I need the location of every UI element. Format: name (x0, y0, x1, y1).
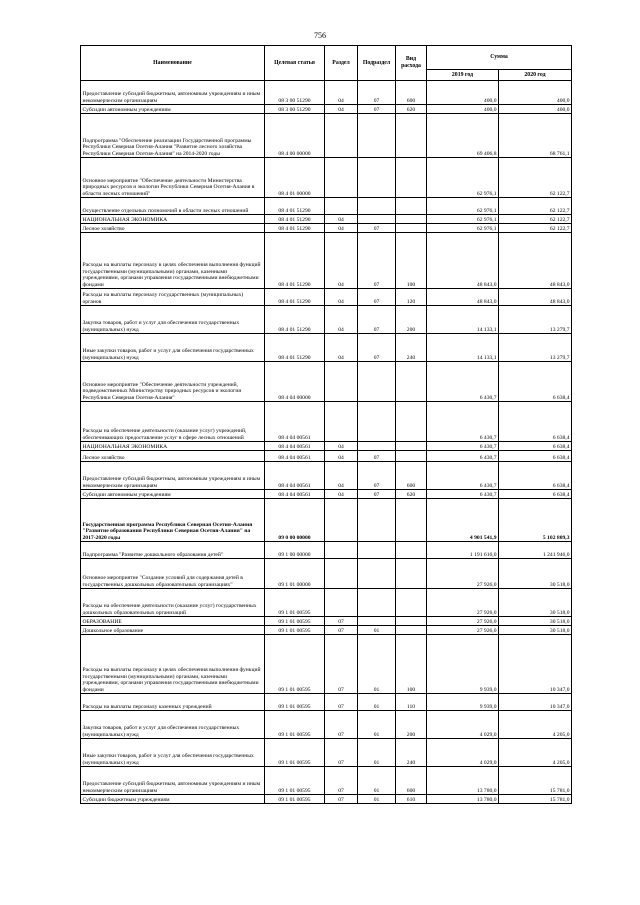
row-sum-2020: 6 638,4 (499, 362, 572, 402)
row-target: 08 4 01 51290 (265, 198, 325, 215)
row-target: 08 4 01 51290 (265, 224, 325, 233)
row-target: 08 4 04 00561 (265, 490, 325, 499)
table-row (81, 402, 572, 442)
row-name: Государственная программа Республики Северная Осетия-Алания "Развитие образования Республики Северная Осетия-Алания" на 2017-2020 годы (81, 499, 265, 542)
row-subsection: 01 (358, 767, 396, 795)
row-sum-2019: 400,0 (427, 105, 499, 114)
table-row (81, 289, 572, 306)
row-target: 08 4 04 00561 (265, 451, 325, 462)
row-sum-2020: 62 122,7 (499, 215, 572, 224)
row-target: 08 4 01 00000 (265, 158, 325, 198)
row-section: 07 (325, 694, 358, 711)
row-target: 08 4 01 51290 (265, 215, 325, 224)
row-target: 08 4 01 51290 (265, 289, 325, 306)
row-sum-2019: 9 939,0 (427, 694, 499, 711)
row-sum-2020: 13 279,7 (499, 306, 572, 334)
row-sum-2020: 30 518,0 (499, 626, 572, 635)
row-target: 08 4 04 00561 (265, 442, 325, 451)
table-row (81, 451, 572, 462)
row-expense (396, 224, 427, 233)
row-subsection: 01 (358, 694, 396, 711)
row-expense (396, 114, 427, 158)
row-section: 07 (325, 635, 358, 694)
table-row (81, 105, 572, 114)
row-sum-2020: 400,0 (499, 105, 572, 114)
row-section: 04 (325, 442, 358, 451)
row-sum-2020: 62 122,7 (499, 158, 572, 198)
header-target: Целевая статья (265, 46, 325, 81)
row-name: НАЦИОНАЛЬНАЯ ЭКОНОМИКА (81, 215, 265, 224)
row-section (325, 542, 358, 559)
row-sum-2020: 15 781,0 (499, 795, 572, 804)
table-row (81, 462, 572, 490)
row-sum-2019: 6 430,7 (427, 451, 499, 462)
row-section (325, 158, 358, 198)
row-sum-2019: 1 191 616,0 (427, 542, 499, 559)
row-name: Иные закупки товаров, работ и услуг для обеспечения государственных (муниципальных) нужд (81, 334, 265, 362)
row-sum-2020: 400,0 (499, 81, 572, 105)
row-target: 08 4 00 00000 (265, 114, 325, 158)
row-subsection: 07 (358, 334, 396, 362)
row-sum-2019: 48 843,0 (427, 233, 499, 289)
row-expense: 200 (396, 306, 427, 334)
row-sum-2019: 27 926,0 (427, 626, 499, 635)
row-expense (396, 442, 427, 451)
row-sum-2020: 5 102 809,3 (499, 499, 572, 542)
table-row (81, 81, 572, 105)
row-section: 04 (325, 289, 358, 306)
row-expense (396, 215, 427, 224)
row-name: Расходы на обеспечение деятельности (оказание услуг) государственных дошкольных образовательных организаций (81, 589, 265, 617)
row-section (325, 198, 358, 215)
row-section: 04 (325, 105, 358, 114)
header-expense: Вид расхода (396, 46, 427, 81)
row-subsection: 07 (358, 233, 396, 289)
table-row (81, 224, 572, 233)
row-name: Основное мероприятие "Обеспечение деятельности учреждений, подведомственных Министерству природных ресурсов и экологии Республики Северная Осетия-Алания" (81, 362, 265, 402)
table-row (81, 626, 572, 635)
row-expense: 200 (396, 711, 427, 739)
row-target: 08 4 04 00000 (265, 362, 325, 402)
row-sum-2020: 10 347,0 (499, 635, 572, 694)
row-subsection: 07 (358, 105, 396, 114)
row-subsection: 01 (358, 635, 396, 694)
row-sum-2020: 13 279,7 (499, 334, 572, 362)
row-sum-2020: 6 638,4 (499, 451, 572, 462)
table-row (81, 635, 572, 694)
row-expense (396, 559, 427, 589)
row-target: 09 1 01 00000 (265, 559, 325, 589)
row-sum-2020: 30 518,0 (499, 617, 572, 626)
row-section: 07 (325, 711, 358, 739)
row-sum-2020: 68 761,1 (499, 114, 572, 158)
row-name: Иные закупки товаров, работ и услуг для обеспечения государственных (муниципальных) нужд (81, 739, 265, 767)
row-sum-2019: 27 926,0 (427, 589, 499, 617)
table-row (81, 362, 572, 402)
row-section: 04 (325, 306, 358, 334)
table-row (81, 589, 572, 617)
row-target: 09 1 01 00595 (265, 694, 325, 711)
row-name: Расходы на выплаты персоналу в целях обеспечения выполнения функций государственными (муниципальными) органами, казенными учреждениями, органами управления государственными внебюджетными фондами (81, 635, 265, 694)
row-expense: 610 (396, 795, 427, 804)
row-sum-2019: 6 430,7 (427, 442, 499, 451)
row-sum-2020: 1 241 946,0 (499, 542, 572, 559)
row-sum-2020: 30 518,0 (499, 559, 572, 589)
row-name: Предоставление субсидий бюджетным, автономным учреждениям и иным некоммерческим организациям (81, 81, 265, 105)
row-sum-2020: 6 638,4 (499, 442, 572, 451)
row-sum-2019: 6 430,7 (427, 490, 499, 499)
row-target: 09 1 01 00595 (265, 711, 325, 739)
table-row (81, 306, 572, 334)
row-name: Лесное хозяйство (81, 224, 265, 233)
row-name: Закупка товаров, работ и услуг для обеспечения государственных (муниципальных) нужд (81, 306, 265, 334)
row-target: 09 1 01 00595 (265, 589, 325, 617)
row-expense: 100 (396, 635, 427, 694)
table-row (81, 114, 572, 158)
row-target: 09 0 00 00000 (265, 499, 325, 542)
row-expense: 240 (396, 739, 427, 767)
row-name: Предоставление субсидий бюджетным, автономным учреждениям и иным некоммерческим организациям (81, 767, 265, 795)
row-subsection (358, 114, 396, 158)
row-target: 09 1 01 00595 (265, 635, 325, 694)
row-section: 04 (325, 233, 358, 289)
row-target: 09 1 01 00595 (265, 626, 325, 635)
table-row (81, 158, 572, 198)
row-expense: 600 (396, 767, 427, 795)
row-expense (396, 542, 427, 559)
row-subsection (358, 215, 396, 224)
row-subsection (358, 499, 396, 542)
row-subsection (358, 442, 396, 451)
row-name: Расходы на выплаты персоналу казенных учреждений (81, 694, 265, 711)
row-section: 04 (325, 490, 358, 499)
header-year-2019: 2019 год (427, 70, 499, 81)
row-subsection: 07 (358, 462, 396, 490)
row-target: 08 3 00 51290 (265, 105, 325, 114)
row-expense (396, 617, 427, 626)
row-subsection (358, 589, 396, 617)
row-sum-2019: 4 901 541,9 (427, 499, 499, 542)
row-expense (396, 362, 427, 402)
row-sum-2019: 400,0 (427, 81, 499, 105)
row-expense (396, 589, 427, 617)
row-section: 04 (325, 334, 358, 362)
row-section: 04 (325, 81, 358, 105)
row-subsection (358, 158, 396, 198)
row-sum-2020: 6 638,4 (499, 490, 572, 499)
table-row (81, 490, 572, 499)
table-row (81, 617, 572, 626)
row-name: Подпрограмма "Обеспечение реализации Государственной программы Республики Северная Осетия-Алания "Развитие лесного хозяйства Республики Северная Осетия-Алания" на 2014-2020 годы (81, 114, 265, 158)
table-row (81, 233, 572, 289)
row-sum-2020: 4 205,0 (499, 739, 572, 767)
row-target: 08 4 01 51290 (265, 233, 325, 289)
row-expense (396, 451, 427, 462)
table-row (81, 334, 572, 362)
row-subsection (358, 362, 396, 402)
row-sum-2019: 4 029,0 (427, 711, 499, 739)
row-expense: 100 (396, 233, 427, 289)
row-target: 09 1 01 00595 (265, 617, 325, 626)
row-subsection: 07 (358, 306, 396, 334)
row-sum-2020: 10 347,0 (499, 694, 572, 711)
row-subsection: 07 (358, 490, 396, 499)
row-target: 08 3 00 51290 (265, 81, 325, 105)
row-name: Закупка товаров, работ и услуг для обеспечения государственных (муниципальных) нужд (81, 711, 265, 739)
row-sum-2019: 62 976,1 (427, 215, 499, 224)
table-row (81, 559, 572, 589)
row-expense: 120 (396, 289, 427, 306)
row-subsection (358, 617, 396, 626)
row-sum-2019: 6 430,7 (427, 402, 499, 442)
row-subsection: 01 (358, 739, 396, 767)
table-row (81, 711, 572, 739)
row-sum-2019: 27 926,0 (427, 559, 499, 589)
row-expense (396, 626, 427, 635)
row-subsection: 07 (358, 81, 396, 105)
row-subsection (358, 542, 396, 559)
row-name: Расходы на выплаты персоналу в целях обеспечения выполнения функций государственными (муниципальными) органами, казенными учреждениями, органами управления государственными внебюджетными фондами (81, 233, 265, 289)
row-name: Предоставление субсидий бюджетным, автономным учреждениям и иным некоммерческим организациям (81, 462, 265, 490)
row-sum-2019: 13 780,0 (427, 795, 499, 804)
row-subsection (358, 402, 396, 442)
row-sum-2019: 27 926,0 (427, 617, 499, 626)
row-name: Субсидии автономным учреждениям (81, 490, 265, 499)
row-sum-2020: 15 781,0 (499, 767, 572, 795)
row-subsection (358, 198, 396, 215)
row-section: 07 (325, 795, 358, 804)
row-subsection: 01 (358, 795, 396, 804)
row-sum-2020: 30 518,0 (499, 589, 572, 617)
header-section: Раздел (325, 46, 358, 81)
header-year-2020: 2020 год (499, 70, 572, 81)
row-section: 04 (325, 224, 358, 233)
row-section (325, 402, 358, 442)
row-sum-2019: 6 430,7 (427, 462, 499, 490)
table-row (81, 442, 572, 451)
row-subsection: 07 (358, 289, 396, 306)
row-sum-2020: 48 843,0 (499, 233, 572, 289)
row-subsection (358, 559, 396, 589)
row-name: Основное мероприятие "Создание условий для содержания детей в государственных дошкольных образовательных организациях" (81, 559, 265, 589)
row-expense: 600 (396, 462, 427, 490)
row-section: 07 (325, 626, 358, 635)
table-body (81, 81, 572, 804)
row-name: Подпрограмма "Развитие дошкольного образования детей" (81, 542, 265, 559)
row-sum-2019: 6 430,7 (427, 362, 499, 402)
header-name: Наименование (81, 46, 265, 81)
row-sum-2019: 62 976,1 (427, 198, 499, 215)
row-sum-2019: 9 939,0 (427, 635, 499, 694)
budget-table (80, 45, 572, 804)
row-target: 09 1 01 00595 (265, 795, 325, 804)
row-sum-2019: 69 406,8 (427, 114, 499, 158)
table-row (81, 215, 572, 224)
row-sum-2019: 62 976,1 (427, 224, 499, 233)
row-sum-2019: 62 976,1 (427, 158, 499, 198)
row-expense: 110 (396, 694, 427, 711)
row-name: Основное мероприятие "Обеспечение деятельности Министерства природных ресурсов и экологии Республики Северная Осетия-Алания в области лесных отношений" (81, 158, 265, 198)
row-name: Дошкольное образование (81, 626, 265, 635)
row-section: 07 (325, 739, 358, 767)
table-row (81, 542, 572, 559)
row-section: 07 (325, 617, 358, 626)
header-subsection: Подраздел (358, 46, 396, 81)
row-expense: 240 (396, 334, 427, 362)
row-subsection: 01 (358, 711, 396, 739)
row-sum-2020: 6 638,4 (499, 402, 572, 442)
row-section (325, 499, 358, 542)
row-expense (396, 158, 427, 198)
row-sum-2019: 13 780,0 (427, 767, 499, 795)
row-section: 07 (325, 767, 358, 795)
row-expense: 600 (396, 81, 427, 105)
row-section: 04 (325, 462, 358, 490)
table-row (81, 767, 572, 795)
row-expense (396, 402, 427, 442)
row-name: Субсидии бюджетным учреждениям (81, 795, 265, 804)
page-number: 756 (314, 31, 326, 40)
row-sum-2020: 4 205,0 (499, 711, 572, 739)
row-section: 04 (325, 215, 358, 224)
row-section (325, 589, 358, 617)
table-row (81, 499, 572, 542)
row-section (325, 114, 358, 158)
header-sum: Сумма (427, 46, 572, 70)
row-name: Лесное хозяйство (81, 451, 265, 462)
row-name: Осуществление отдельных полномочий в области лесных отношений (81, 198, 265, 215)
row-subsection: 07 (358, 224, 396, 233)
row-sum-2019: 48 843,0 (427, 289, 499, 306)
row-target: 09 1 00 00000 (265, 542, 325, 559)
row-expense: 620 (396, 490, 427, 499)
row-name: НАЦИОНАЛЬНАЯ ЭКОНОМИКА (81, 442, 265, 451)
row-name: Субсидии автономным учреждениям (81, 105, 265, 114)
row-name: Расходы на обеспечение деятельности (оказание услуг) учреждений, обеспечивающих предоставление услуг в сфере лесных отношений (81, 402, 265, 442)
row-sum-2020: 6 638,4 (499, 462, 572, 490)
row-name: ОБРАЗОВАНИЕ (81, 617, 265, 626)
row-target: 08 4 01 51290 (265, 334, 325, 362)
table-row (81, 694, 572, 711)
row-target: 08 4 04 00561 (265, 402, 325, 442)
row-sum-2019: 14 133,1 (427, 334, 499, 362)
table-row (81, 739, 572, 767)
row-target: 08 4 01 51290 (265, 306, 325, 334)
row-section: 04 (325, 451, 358, 462)
table-row (81, 198, 572, 215)
row-sum-2020: 62 122,7 (499, 198, 572, 215)
row-sum-2019: 4 029,0 (427, 739, 499, 767)
row-subsection: 07 (358, 451, 396, 462)
row-target: 08 4 04 00561 (265, 462, 325, 490)
table-row (81, 795, 572, 804)
row-sum-2019: 14 133,1 (427, 306, 499, 334)
row-expense (396, 499, 427, 542)
row-sum-2020: 62 122,7 (499, 224, 572, 233)
row-section (325, 362, 358, 402)
row-subsection: 01 (358, 626, 396, 635)
row-target: 09 1 01 00595 (265, 739, 325, 767)
row-expense (396, 198, 427, 215)
row-expense: 620 (396, 105, 427, 114)
row-sum-2020: 48 843,0 (499, 289, 572, 306)
row-section (325, 559, 358, 589)
row-name: Расходы на выплаты персоналу государственных (муниципальных) органов (81, 289, 265, 306)
row-target: 09 1 01 00595 (265, 767, 325, 795)
